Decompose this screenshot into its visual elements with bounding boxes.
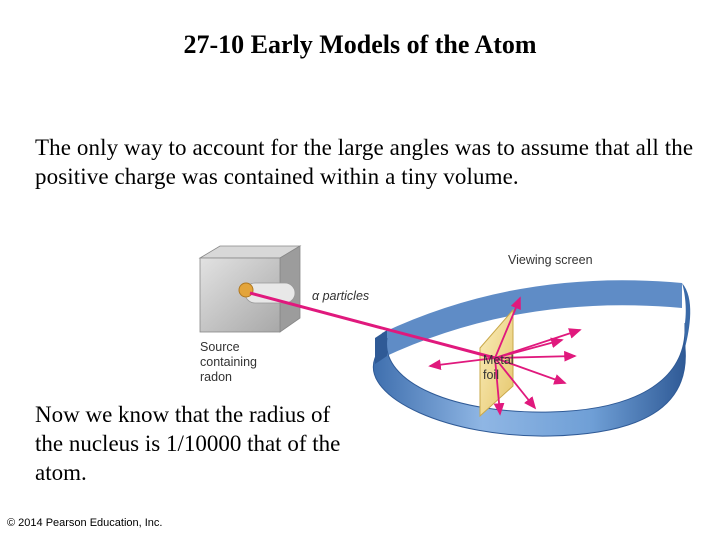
radon-source: [239, 283, 253, 297]
label-source-line3: radon: [200, 370, 232, 384]
copyright-notice: © 2014 Pearson Education, Inc.: [7, 517, 163, 529]
label-metal-line1: Metal: [483, 353, 514, 367]
label-source-line2: containing: [200, 355, 257, 369]
paragraph-large-angles: The only way to account for the large angles was to assume that all the positive charge was contained within a tiny volume.: [35, 135, 694, 189]
label-viewing-screen: Viewing screen: [508, 253, 593, 267]
label-alpha-particles: α particles: [312, 289, 370, 303]
label-metal-line2: foil: [483, 368, 499, 382]
label-source-line1: Source: [200, 340, 240, 354]
paragraph-nucleus-radius: Now we know that the radius of the nucleus is 1/10000 that of the atom.: [35, 402, 341, 485]
slide-title: 27-10 Early Models of the Atom: [183, 30, 537, 59]
